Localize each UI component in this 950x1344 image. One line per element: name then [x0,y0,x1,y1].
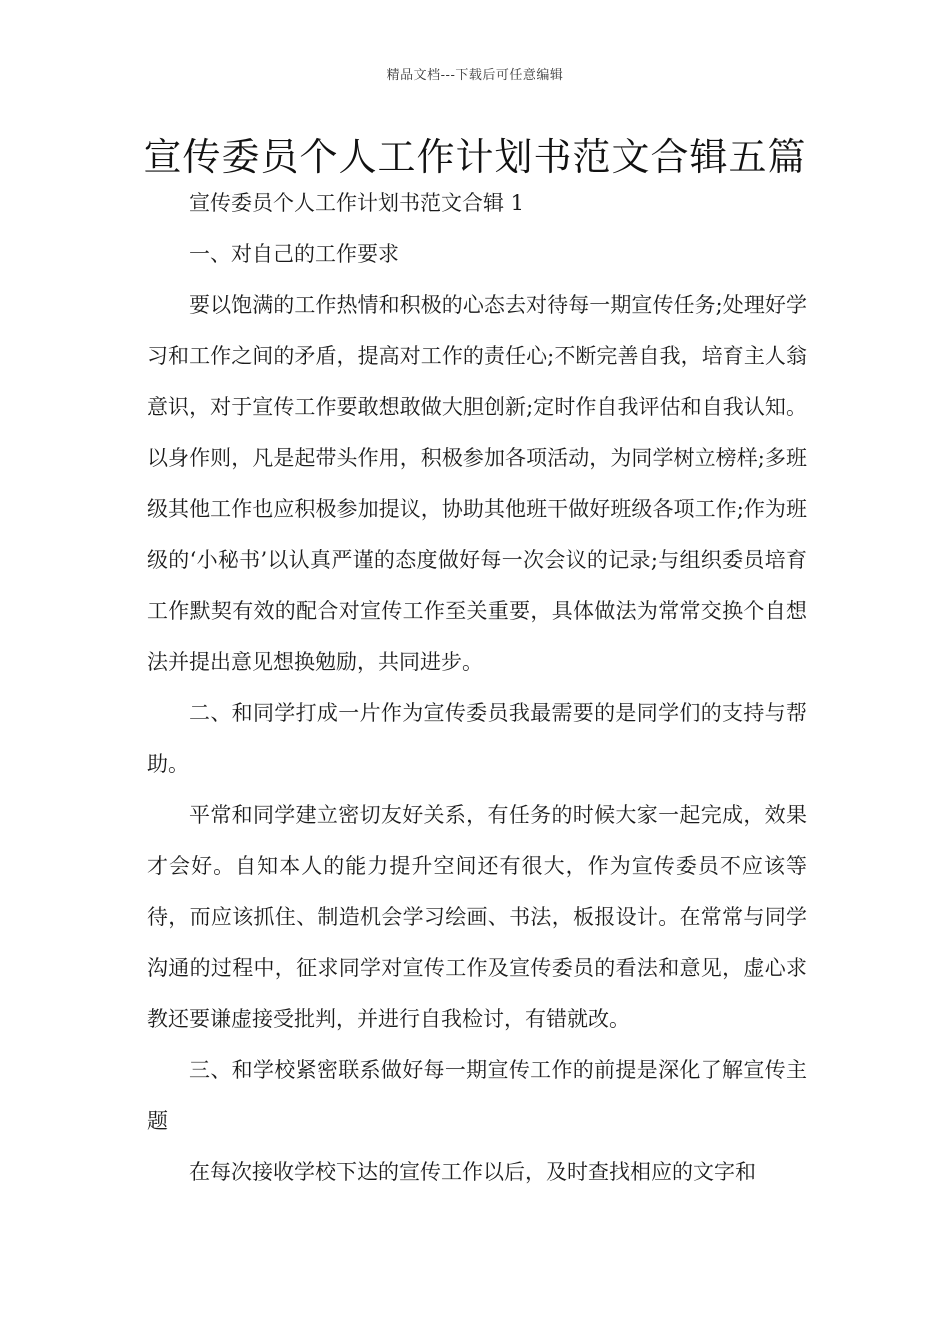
section-heading-1: 宣传委员个人工作计划书范文合辑 1 [189,191,525,215]
subheading-school: 三、和学校紧密联系做好每一期宣传工作的前提是深化了解宣传主题 [147,1058,807,1133]
paragraph-school: 在每次接收学校下达的宣传工作以后，及时查找相应的文字和 [189,1160,756,1184]
paragraph-classmates: 平常和同学建立密切友好关系，有任务的时候大家一起完成，效果才会好。自知本人的能力提升空间还有很大，作为宣传委员不应该等待，而应该抓住、制造机会学习绘画、书法，板报设计。在常常与同学沟通的过程中，征求同学对宣传工作及宣传委员的看法和意见，虚心求教还要谦虚接受批判，并进行自我检讨，有错就改。 [147,803,807,1031]
document-body [147,178,807,1198]
paragraph-work-requirements: 要以饱满的工作热情和积极的心态去对待每一期宣传任务;处理好学习和工作之间的矛盾，提高对工作的责任心;不断完善自我，培育主人翁意识，对于宣传工作要敢想敢做大胆创新;定时作自我评估和自我认知。以身作则，凡是起带头作用，积极参加各项活动，为同学树立榜样;多班级其他工作也应积极参加提议，协助其他班干做好班级各项工作;作为班级的‘小秘书’以认真严谨的态度做好每一次会议的记录;与组织委员培育工作默契有效的配合对宣传工作至关重要，具体做法为常常交换个自想法并提出意见想换勉励，共同进步。 [147,293,807,674]
document-title: 宣传委员个人工作计划书范文合辑五篇 [143,135,807,179]
subheading-classmates: 二、和同学打成一片作为宣传委员我最需要的是同学们的支持与帮助。 [147,701,807,776]
page-header: 精品文档---下载后可任意编辑 [386,68,564,83]
subheading-work-requirements: 一、对自己的工作要求 [189,242,399,266]
